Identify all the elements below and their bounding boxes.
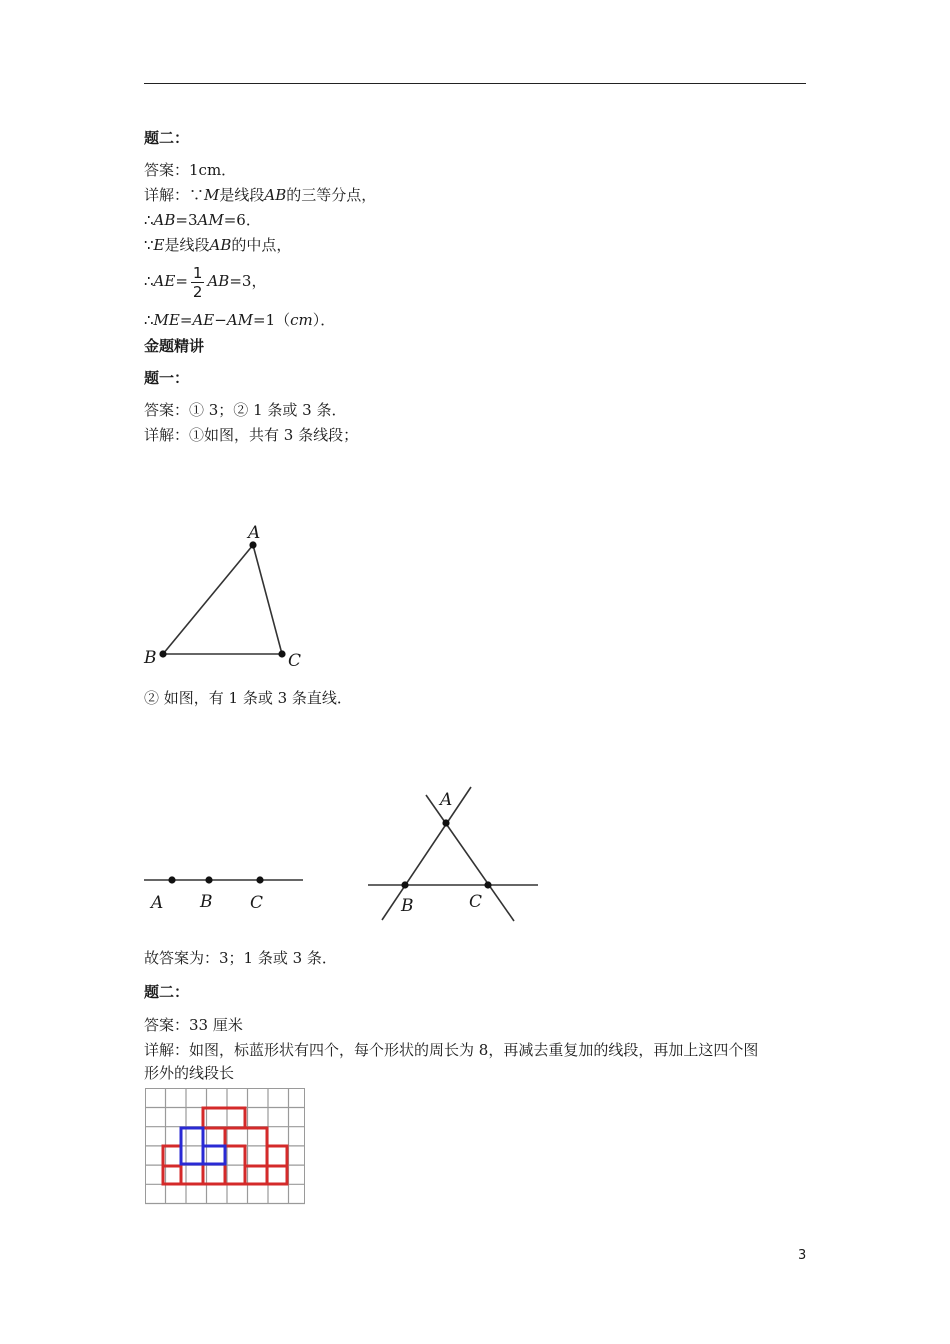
var-m: M bbox=[204, 186, 220, 204]
point-b bbox=[401, 881, 408, 888]
g2-detail-1: 详解：如图，标蓝形状有四个，每个形状的周长为 8，再减去重复加的线段，再加上这四个图 bbox=[144, 1041, 759, 1059]
label-c: C bbox=[469, 892, 483, 912]
text: = bbox=[175, 272, 188, 290]
therefore-sign: ∴ bbox=[144, 211, 154, 229]
text: − bbox=[214, 311, 227, 329]
g1-part2: ② 如图，有 1 条或 3 条直线． bbox=[144, 689, 352, 707]
grid-figure bbox=[145, 1088, 305, 1204]
text: =1（ bbox=[253, 311, 291, 329]
g1-title: 题一： bbox=[144, 369, 190, 387]
label-b: B bbox=[144, 648, 157, 668]
g2-detail-2: 形外的线段长 bbox=[144, 1064, 235, 1082]
denominator: 2 bbox=[192, 282, 203, 301]
unit: cm bbox=[290, 311, 313, 329]
text: 是线段 bbox=[164, 236, 210, 254]
text: =6． bbox=[223, 211, 261, 229]
g1-detail: 详解：①如图，共有 3 条线段； bbox=[144, 426, 359, 444]
g2-answer: 答案：33 厘米 bbox=[144, 1016, 243, 1034]
g1-answer: 答案：① 3；② 1 条或 3 条． bbox=[144, 401, 347, 419]
point-c bbox=[256, 876, 263, 883]
point-b bbox=[205, 876, 212, 883]
q2-title: 题二： bbox=[144, 129, 190, 147]
text: 是线段 bbox=[219, 186, 265, 204]
var: AM bbox=[226, 311, 254, 329]
var: AB bbox=[207, 272, 230, 290]
section-title: 金题精讲 bbox=[144, 337, 205, 355]
point-a bbox=[168, 876, 175, 883]
text: = bbox=[179, 311, 193, 329]
var: AE bbox=[192, 311, 215, 329]
var: E bbox=[153, 236, 165, 254]
text: =3， bbox=[229, 272, 267, 290]
label-b: B bbox=[401, 896, 414, 916]
because-sign: ∵ bbox=[144, 236, 154, 254]
var: AB bbox=[209, 236, 232, 254]
var: ME bbox=[153, 311, 180, 329]
text: 的三等分点， bbox=[286, 186, 377, 204]
numerator: 1 bbox=[192, 263, 203, 282]
label-c: C bbox=[250, 893, 264, 913]
text: 详解：∵ bbox=[144, 186, 205, 204]
g1-conclusion: 故答案为：3；1 条或 3 条． bbox=[144, 949, 337, 967]
q2-answer: 答案：1cm． bbox=[144, 161, 237, 179]
text: =3 bbox=[175, 211, 198, 229]
g2-title: 题二： bbox=[144, 983, 190, 1001]
text: ）． bbox=[312, 311, 336, 329]
label-b: B bbox=[200, 892, 213, 912]
point-a bbox=[442, 819, 449, 826]
page-number: 3 bbox=[798, 1248, 807, 1263]
var: AE bbox=[153, 272, 176, 290]
text: 的中点， bbox=[231, 236, 292, 254]
line-ab bbox=[382, 787, 471, 920]
label-a: A bbox=[248, 523, 261, 543]
var: AM bbox=[197, 211, 224, 229]
therefore-sign: ∴ bbox=[144, 272, 154, 290]
var: AB bbox=[153, 211, 176, 229]
therefore-sign: ∴ bbox=[144, 311, 154, 329]
point-c bbox=[484, 881, 491, 888]
label-a: A bbox=[151, 893, 164, 913]
var-ab: AB bbox=[264, 186, 287, 204]
label-a: A bbox=[440, 790, 453, 810]
label-c: C bbox=[288, 651, 302, 671]
